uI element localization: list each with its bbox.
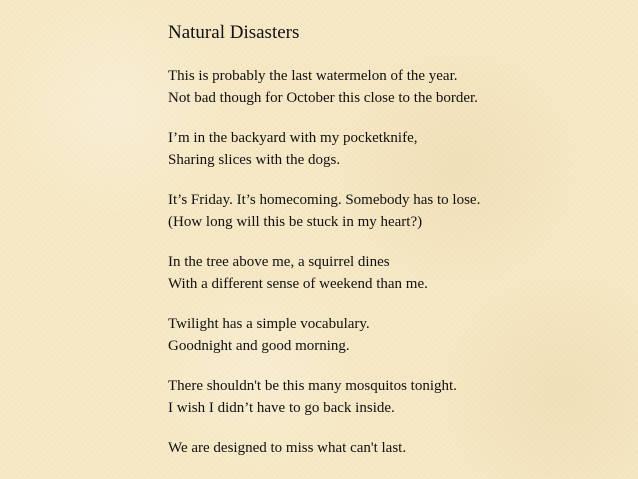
poem-line: It’s Friday. It’s homecoming. Somebody has to lose. xyxy=(168,192,481,208)
poem-line: Sharing slices with the dogs. xyxy=(168,152,341,168)
stanza-3 xyxy=(168,189,588,233)
stanza-7 xyxy=(168,437,588,459)
poem-line: I’m in the backyard with my pocketknife, xyxy=(168,130,418,146)
poem-line: This is probably the last watermelon of the year. xyxy=(168,68,458,84)
poem-text-block xyxy=(168,21,588,477)
poem-line: Twilight has a simple vocabulary. xyxy=(168,316,370,332)
stanza-2 xyxy=(168,127,588,171)
poem-line: I wish I didn’t have to go back inside. xyxy=(168,400,395,416)
stanza-5 xyxy=(168,313,588,357)
poem-line: With a different sense of weekend than me. xyxy=(168,276,428,292)
stanza-4 xyxy=(168,251,588,295)
poem-line: (How long will this be stuck in my heart?) xyxy=(168,214,423,230)
poem-line: We are designed to miss what can't last. xyxy=(168,440,407,456)
poem-line: Goodnight and good morning. xyxy=(168,338,350,354)
poem-line: In the tree above me, a squirrel dines xyxy=(168,254,390,270)
poem-title: Natural Disasters xyxy=(168,22,300,43)
stanza-1 xyxy=(168,65,588,109)
stanza-6 xyxy=(168,375,588,419)
poem-line: Not bad though for October this close to the border. xyxy=(168,90,478,106)
poem-line: There shouldn't be this many mosquitos tonight. xyxy=(168,378,457,394)
